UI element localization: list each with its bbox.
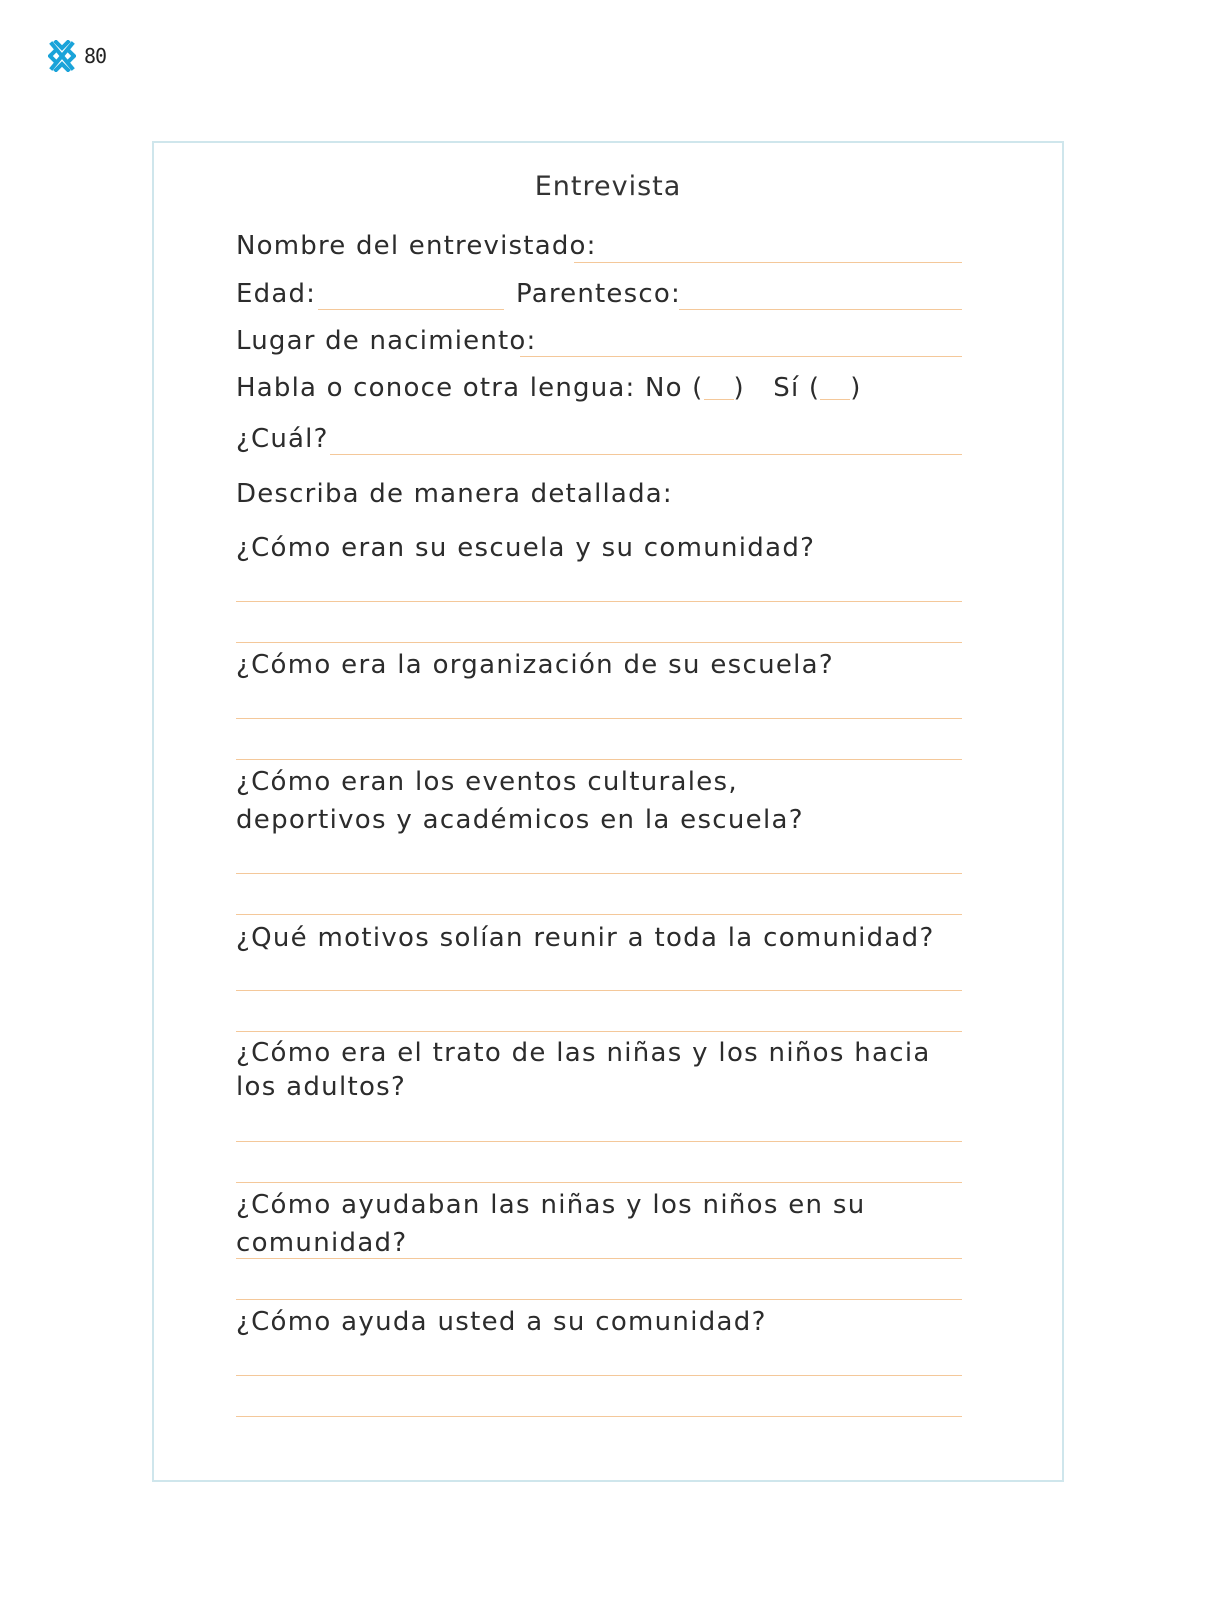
question-2: ¿Cómo era la organización de su escuela? [236, 650, 835, 680]
question-5: ¿Cómo era el trato de las niñas y los niños hacia los adultos? [236, 1038, 931, 1102]
language-no-close: ) [733, 373, 745, 403]
describe-label: Describa de manera detallada: [236, 479, 673, 509]
age-label: Edad: [236, 279, 317, 309]
name-field[interactable] [574, 262, 962, 263]
question-4: ¿Qué motivos solían reunir a toda la comunidad? [236, 923, 935, 953]
relation-field[interactable] [679, 309, 962, 310]
page-header [48, 40, 106, 72]
which-field[interactable] [330, 454, 962, 455]
answer-line[interactable] [236, 1141, 962, 1142]
language-yes-box[interactable] [820, 375, 850, 400]
answer-line[interactable] [236, 1182, 962, 1183]
answer-line[interactable] [236, 1258, 962, 1259]
blue-knot-icon [48, 40, 76, 72]
answer-line[interactable] [236, 601, 962, 602]
birthplace-field[interactable] [520, 356, 962, 357]
answer-line[interactable] [236, 990, 962, 991]
language-no-box[interactable] [704, 375, 734, 400]
answer-line[interactable] [236, 873, 962, 874]
language-yes-close: ) [850, 373, 862, 403]
answer-line[interactable] [236, 914, 962, 915]
question-6: ¿Cómo ayudaban las niñas y los niños en su comunidad? [236, 1190, 866, 1258]
page-number: 80 [84, 44, 107, 68]
language-label: Habla o conoce otra lengua: No ( [236, 373, 704, 403]
interview-card [152, 141, 1064, 1482]
question-7: ¿Cómo ayuda usted a su comunidad? [236, 1307, 767, 1337]
form-title: Entrevista [534, 171, 682, 202]
answer-line[interactable] [236, 1416, 962, 1417]
name-label: Nombre del entrevistado: [236, 231, 597, 261]
language-yes-label: Sí ( [773, 373, 821, 403]
language-row [236, 373, 862, 403]
birthplace-label: Lugar de nacimiento: [236, 326, 537, 356]
question-3: ¿Cómo eran los eventos culturales, deportivos y académicos en la escuela? [236, 767, 804, 835]
question-1: ¿Cómo eran su escuela y su comunidad? [236, 533, 816, 563]
answer-line[interactable] [236, 1031, 962, 1032]
age-field[interactable] [318, 309, 504, 310]
answer-line[interactable] [236, 1299, 962, 1300]
answer-line[interactable] [236, 759, 962, 760]
which-label: ¿Cuál? [236, 424, 329, 454]
relation-label: Parentesco: [516, 279, 681, 309]
answer-line[interactable] [236, 642, 962, 643]
answer-line[interactable] [236, 1375, 962, 1376]
answer-line[interactable] [236, 718, 962, 719]
